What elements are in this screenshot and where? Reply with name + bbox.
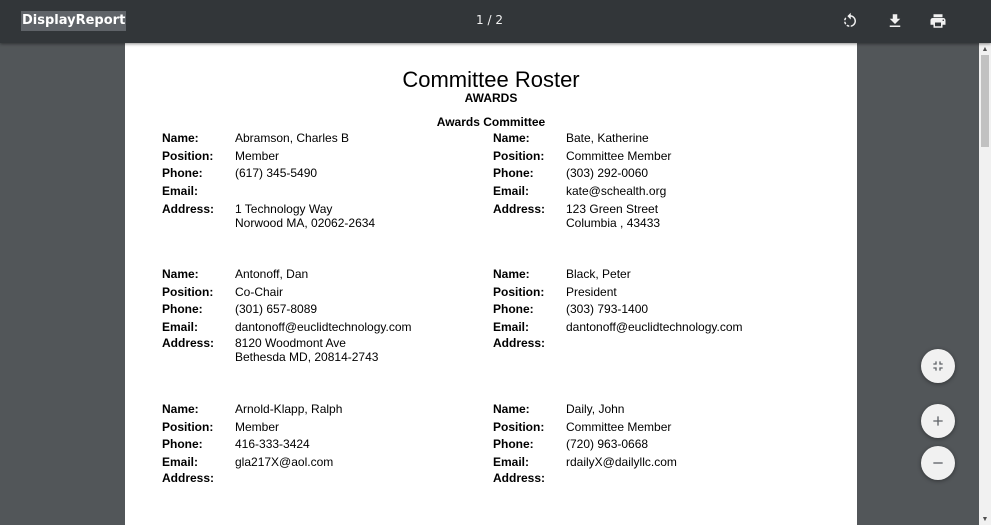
member-position: President (566, 284, 617, 299)
name-row (162, 401, 482, 419)
email-row (162, 319, 482, 337)
rotate-icon (841, 12, 859, 30)
email-row (493, 183, 813, 201)
member-phone: (303) 292-0060 (566, 166, 649, 180)
scroll-thumb[interactable] (981, 55, 989, 147)
position-label: Position: (493, 148, 545, 163)
member-email (235, 183, 482, 201)
report-title: Committee Roster (402, 67, 580, 92)
phone-label: Phone: (162, 302, 203, 316)
download-button[interactable] (882, 9, 908, 33)
address-label: Address: (493, 202, 546, 216)
member-card (493, 401, 813, 485)
address-row (162, 202, 482, 230)
name-label: Name: (162, 131, 199, 145)
address-label: Address: (493, 336, 546, 350)
scroll-down-arrow-icon[interactable]: ▼ (981, 515, 989, 523)
position-label: Position: (162, 419, 214, 434)
phone-label: Phone: (493, 437, 534, 451)
member-email: gla217X@aol.com (235, 454, 334, 469)
address-row (162, 336, 482, 364)
pdf-toolbar (0, 0, 991, 43)
member-phone: (303) 793-1400 (566, 302, 649, 316)
email-label: Email: (162, 454, 199, 469)
member-card (162, 130, 482, 230)
email-label: Email: (162, 319, 199, 334)
name-row (162, 266, 482, 284)
position-row (493, 419, 813, 437)
section-title: Awards Committee (436, 115, 546, 129)
zoom-out-button[interactable] (921, 446, 955, 480)
document-viewer[interactable] (0, 43, 979, 525)
address-row (493, 336, 813, 350)
address-row (493, 471, 813, 485)
email-row (162, 454, 482, 472)
phone-label: Phone: (162, 437, 203, 451)
position-row (162, 419, 482, 437)
member-phone: (617) 345-5490 (235, 166, 318, 180)
member-address-line1: 123 Green Street (566, 202, 659, 216)
phone-row (493, 165, 813, 183)
member-card (493, 266, 813, 350)
member-address-line2: Norwood MA, 02062-2634 (235, 216, 376, 230)
member-phone: (301) 657-8089 (235, 302, 318, 316)
name-row (493, 130, 813, 148)
email-label: Email: (493, 183, 530, 198)
member-name: Bate, Katherine (566, 131, 649, 145)
member-position: Member (235, 419, 280, 434)
address-row (493, 202, 813, 230)
report-page (125, 43, 857, 525)
zoom-in-icon (930, 413, 946, 429)
rotate-button[interactable] (837, 9, 863, 33)
name-row (493, 266, 813, 284)
member-name: Black, Peter (566, 267, 631, 281)
email-row (493, 454, 813, 472)
email-label: Email: (493, 319, 530, 334)
print-icon (929, 12, 947, 30)
member-address-line1: 8120 Woodmont Ave (235, 336, 346, 350)
position-label: Position: (162, 284, 214, 299)
phone-row (162, 165, 482, 183)
member-email: dantonoff@euclidtechnology.com (235, 319, 412, 334)
member-address-line1: 1 Technology Way (235, 202, 333, 216)
position-row (162, 148, 482, 166)
phone-row (493, 436, 813, 454)
phone-label: Phone: (493, 302, 534, 316)
member-phone: 416-333-3424 (235, 437, 310, 451)
download-icon (886, 12, 904, 30)
member-position: Member (235, 148, 280, 163)
report-subtitle: AWARDS (464, 91, 518, 105)
member-name: Daily, John (566, 402, 625, 416)
position-label: Position: (162, 148, 214, 163)
member-address-line2: Bethesda MD, 20814-2743 (235, 350, 379, 364)
address-label: Address: (162, 336, 215, 350)
member-position: Committee Member (566, 419, 672, 434)
member-position: Co-Chair (235, 284, 284, 299)
name-label: Name: (493, 402, 530, 416)
member-name: Abramson, Charles B (235, 131, 350, 145)
member-address-line2: Columbia , 43433 (566, 216, 661, 230)
fit-to-page-button[interactable] (921, 349, 955, 383)
name-label: Name: (493, 267, 530, 281)
member-card (162, 401, 482, 485)
phone-row (493, 301, 813, 319)
position-row (493, 284, 813, 302)
document-title: DisplayReport (21, 11, 126, 31)
phone-row (162, 301, 482, 319)
zoom-out-icon (930, 455, 946, 471)
member-email: dantonoff@euclidtechnology.com (566, 319, 743, 334)
address-label: Address: (162, 471, 215, 485)
zoom-in-button[interactable] (921, 404, 955, 438)
address-label: Address: (493, 471, 546, 485)
member-name: Antonoff, Dan (235, 267, 309, 281)
name-row (162, 130, 482, 148)
position-label: Position: (493, 419, 545, 434)
name-label: Name: (493, 131, 530, 145)
member-phone: (720) 963-0668 (566, 437, 649, 451)
address-row (162, 471, 482, 485)
position-label: Position: (493, 284, 545, 299)
scroll-up-arrow-icon[interactable]: ▲ (981, 45, 989, 53)
name-label: Name: (162, 402, 199, 416)
phone-label: Phone: (493, 166, 534, 180)
member-email: kate@schealth.org (566, 183, 667, 198)
name-row (493, 401, 813, 419)
page-indicator: 1 / 2 (476, 13, 503, 27)
position-row (162, 284, 482, 302)
vertical-scrollbar[interactable] (979, 43, 991, 525)
email-row (493, 319, 813, 337)
phone-label: Phone: (162, 166, 203, 180)
member-email: rdailyX@dailyllc.com (566, 454, 677, 469)
phone-row (162, 436, 482, 454)
email-label: Email: (493, 454, 530, 469)
member-position: Committee Member (566, 148, 672, 163)
member-name: Arnold-Klapp, Ralph (235, 402, 343, 416)
position-row (493, 148, 813, 166)
address-label: Address: (162, 202, 215, 216)
fit-to-page-icon (930, 358, 946, 374)
email-label: Email: (162, 183, 199, 198)
name-label: Name: (162, 267, 199, 281)
member-card (493, 130, 813, 230)
member-card (162, 266, 482, 364)
email-row (162, 183, 482, 201)
print-button[interactable] (925, 9, 951, 33)
